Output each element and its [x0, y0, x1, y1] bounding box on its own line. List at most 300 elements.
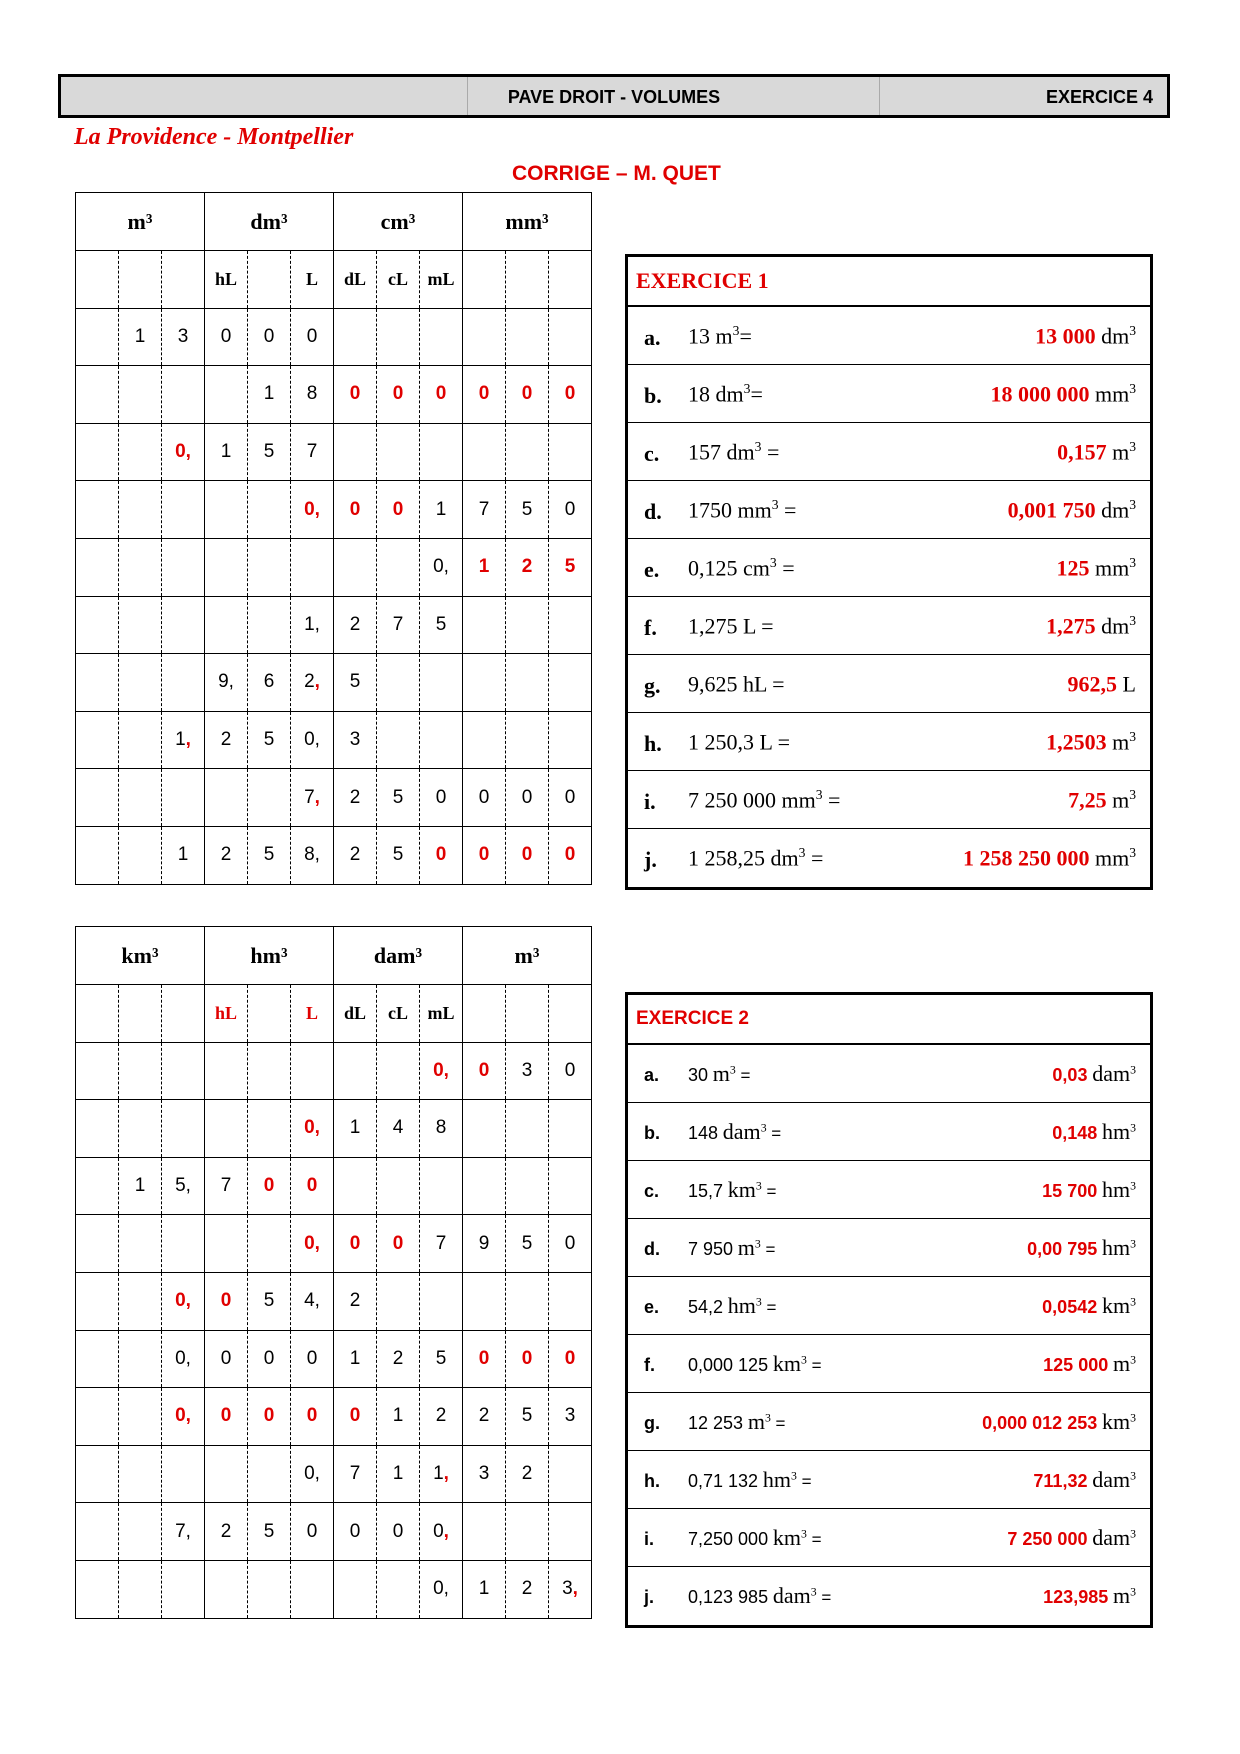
question-unit: km — [727, 1177, 756, 1202]
digit-cell — [420, 711, 463, 769]
table-row — [76, 1330, 592, 1388]
question-unit: m — [747, 1409, 765, 1434]
question-equals: = — [750, 381, 763, 407]
question-equals: = — [805, 845, 824, 871]
item-letter: g. — [644, 1413, 660, 1433]
school-name: La Providence - Montpellier — [74, 124, 354, 150]
subunit-cell — [119, 985, 162, 1043]
digit-cell: 5 — [549, 538, 592, 596]
answer-unit: m — [1112, 1583, 1131, 1608]
answer-value: 962,5 — [1067, 671, 1118, 697]
digit-cell — [463, 1100, 506, 1158]
digit-cell: 5 — [506, 481, 549, 539]
answer-exponent: 3 — [1129, 787, 1136, 802]
digit-cell — [162, 481, 205, 539]
digit-cell — [76, 654, 119, 712]
answer-exponent: 3 — [1129, 613, 1136, 628]
question-exponent: 3 — [798, 845, 806, 860]
item-letter: j. — [644, 847, 657, 872]
unit-header: dam³ — [334, 927, 463, 985]
item-answer — [1046, 729, 1136, 755]
digit-cell — [76, 1100, 119, 1158]
item-question — [688, 1235, 775, 1261]
subunit-cell — [248, 985, 291, 1043]
item-question — [688, 1467, 812, 1493]
exercise-1-item — [628, 481, 1150, 539]
answer-exponent: 3 — [1130, 1585, 1136, 1599]
unit-header: m³ — [463, 927, 592, 985]
item-question — [688, 845, 823, 871]
table-row — [76, 769, 592, 827]
question-equals: = — [761, 1182, 777, 1201]
digit-cell — [506, 423, 549, 481]
answer-unit: L — [1117, 671, 1136, 697]
digit-cell — [76, 308, 119, 366]
subunit-cell — [549, 251, 592, 309]
exercise-2-item — [628, 1567, 1150, 1625]
exercise-2-item — [628, 1335, 1150, 1393]
item-letter: i. — [644, 789, 656, 814]
digit-cell — [119, 1445, 162, 1503]
question-text: 1750 mm — [688, 497, 772, 523]
table-row — [76, 1157, 592, 1215]
question-text: 0,125 cm — [688, 555, 770, 581]
digit-cell: 0 — [377, 1503, 420, 1561]
digit-cell — [205, 1215, 248, 1273]
table-row — [76, 1560, 592, 1618]
answer-unit: dm — [1095, 497, 1130, 523]
digit-cell — [119, 1272, 162, 1330]
exercise-2-item — [628, 1451, 1150, 1509]
digit-cell: 7 — [463, 481, 506, 539]
table-row — [76, 538, 592, 596]
digit-cell: 5 — [248, 423, 291, 481]
digit-cell — [162, 654, 205, 712]
item-question — [688, 1177, 776, 1203]
digit-cell — [420, 1157, 463, 1215]
digit-cell: 1 — [119, 308, 162, 366]
answer-unit: dam — [1092, 1525, 1131, 1550]
question-unit: dam — [722, 1119, 761, 1144]
digit-cell: 5 — [506, 1215, 549, 1273]
digit-cell — [420, 1272, 463, 1330]
digit-cell: 0, — [162, 1330, 205, 1388]
question-text: 1 258,25 dm — [688, 845, 799, 871]
answer-value: 0,0542 — [1042, 1297, 1098, 1317]
question-text: 18 dm — [688, 381, 744, 407]
digit-cell: 0, — [162, 423, 205, 481]
exercise-1-item — [628, 655, 1150, 713]
question-number: 0,123 985 — [688, 1587, 769, 1607]
digit-cell: 0 — [506, 769, 549, 827]
question-text: 13 m — [688, 323, 733, 349]
table-row — [76, 1215, 592, 1273]
volume-conversion-grid-1 — [75, 192, 592, 885]
answer-unit: dam — [1092, 1061, 1131, 1086]
digit-cell: 1, — [291, 596, 334, 654]
digit-cell — [76, 1445, 119, 1503]
question-number: 0,000 125 — [688, 1355, 769, 1375]
digit-cell: 7 — [377, 596, 420, 654]
answer-value: 7 250 000 — [1007, 1529, 1088, 1549]
exercise-2-item — [628, 1277, 1150, 1335]
digit-cell: 0, — [162, 1272, 205, 1330]
table-row — [76, 654, 592, 712]
subunit-cell: dL — [334, 985, 377, 1043]
digit-cell — [463, 423, 506, 481]
item-letter: a. — [644, 325, 661, 350]
unit-header: cm³ — [334, 193, 463, 251]
digit-cell: 0 — [549, 826, 592, 884]
question-exponent: 3 — [732, 323, 740, 338]
digit-cell — [334, 423, 377, 481]
table-row — [76, 1445, 592, 1503]
digit-cell: 0 — [463, 769, 506, 827]
item-question — [688, 1525, 822, 1551]
digit-cell: 0 — [334, 481, 377, 539]
digit-cell — [76, 769, 119, 827]
subunit-cell — [76, 251, 119, 309]
table-row — [76, 1042, 592, 1100]
digit-cell — [119, 1042, 162, 1100]
question-number: 12 253 — [688, 1413, 744, 1433]
answer-unit: m — [1106, 439, 1130, 465]
digit-cell — [420, 423, 463, 481]
question-unit: m — [737, 1235, 755, 1260]
question-exponent: 3 — [771, 497, 779, 512]
question-unit: km — [772, 1351, 801, 1376]
digit-cell — [248, 1445, 291, 1503]
digit-cell: 2 — [506, 1560, 549, 1618]
digit-cell — [549, 1157, 592, 1215]
digit-cell — [463, 596, 506, 654]
exercise-2-item — [628, 1161, 1150, 1219]
digit-cell — [248, 1215, 291, 1273]
question-equals: = — [739, 323, 752, 349]
digit-cell: 0 — [248, 1330, 291, 1388]
digit-cell — [334, 1042, 377, 1100]
digit-cell: 0 — [506, 1330, 549, 1388]
item-answer — [1068, 787, 1136, 813]
digit-cell: 5 — [377, 826, 420, 884]
subunit-cell: cL — [377, 251, 420, 309]
digit-cell: 7 — [205, 1157, 248, 1215]
question-unit: km — [772, 1525, 801, 1550]
table-row — [76, 1100, 592, 1158]
digit-cell: 2 — [377, 1330, 420, 1388]
digit-cell: 4 — [377, 1100, 420, 1158]
digit-cell — [119, 826, 162, 884]
answer-unit: km — [1101, 1409, 1131, 1434]
answer-unit: mm — [1089, 555, 1130, 581]
digit-cell: 0 — [463, 826, 506, 884]
digit-cell — [119, 538, 162, 596]
item-answer — [1052, 1061, 1136, 1087]
subunit-cell — [506, 985, 549, 1043]
digit-cell — [76, 1388, 119, 1446]
digit-cell — [506, 1503, 549, 1561]
digit-cell — [205, 1445, 248, 1503]
answer-value: 1,2503 — [1046, 729, 1107, 755]
red-comma: , — [314, 671, 320, 693]
item-letter: e. — [644, 557, 660, 582]
digit-cell — [205, 1100, 248, 1158]
answer-exponent: 3 — [1129, 323, 1136, 338]
digit-cell: 5 — [334, 654, 377, 712]
question-exponent: 3 — [754, 439, 762, 454]
digit-cell — [76, 1272, 119, 1330]
subunit-cell — [248, 251, 291, 309]
digit-cell: 0 — [549, 366, 592, 424]
question-unit: hm — [727, 1293, 756, 1318]
answer-value: 1,275 — [1046, 613, 1096, 639]
digit-cell — [377, 1042, 420, 1100]
digit-cell — [506, 1272, 549, 1330]
digit-cell: 0 — [377, 481, 420, 539]
digit-cell: 0 — [334, 1503, 377, 1561]
digit-cell — [420, 308, 463, 366]
digit-cell — [334, 1560, 377, 1618]
digit-cell — [377, 308, 420, 366]
unit-header: mm³ — [463, 193, 592, 251]
digit-cell — [549, 596, 592, 654]
digit-cell: 0 — [205, 308, 248, 366]
digit-cell — [248, 596, 291, 654]
digit-cell — [76, 423, 119, 481]
digit-cell: 7 — [420, 1215, 463, 1273]
question-unit: m — [712, 1061, 730, 1086]
digit-cell: 1, — [162, 711, 205, 769]
subunit-cell: hL — [205, 251, 248, 309]
unit-header: km³ — [76, 927, 205, 985]
item-answer — [963, 845, 1136, 871]
digit-cell: 8 — [420, 1100, 463, 1158]
question-equals: = — [806, 1530, 822, 1549]
item-answer — [1057, 439, 1136, 465]
digit-cell: 4, — [291, 1272, 334, 1330]
digit-cell: 0 — [420, 826, 463, 884]
item-letter: c. — [644, 1181, 660, 1201]
table-row — [76, 596, 592, 654]
answer-value: 0,00 795 — [1027, 1239, 1098, 1259]
digit-cell — [119, 366, 162, 424]
digit-cell — [463, 1503, 506, 1561]
item-question — [688, 555, 795, 581]
digit-cell — [549, 654, 592, 712]
digit-cell — [162, 769, 205, 827]
digit-cell: 3 — [463, 1445, 506, 1503]
item-question — [688, 729, 790, 755]
answer-unit: m — [1106, 729, 1130, 755]
exercise-2-item — [628, 1509, 1150, 1567]
item-question — [688, 439, 779, 465]
digit-cell — [205, 481, 248, 539]
digit-cell: 7, — [291, 769, 334, 827]
digit-cell: 0 — [291, 1388, 334, 1446]
table-row — [76, 1272, 592, 1330]
digit-cell: 0 — [334, 1388, 377, 1446]
digit-cell — [119, 1100, 162, 1158]
red-comma: , — [443, 1463, 449, 1485]
digit-cell: 0, — [291, 711, 334, 769]
question-text: 9,625 hL = — [688, 671, 785, 697]
answer-exponent: 3 — [1129, 497, 1136, 512]
question-equals: = — [766, 1124, 782, 1143]
question-text: 157 dm — [688, 439, 755, 465]
item-answer — [1007, 1525, 1136, 1551]
digit-cell: 3 — [549, 1388, 592, 1446]
digit-cell: 2 — [205, 826, 248, 884]
item-letter: h. — [644, 1471, 660, 1491]
question-exponent: 3 — [760, 1121, 767, 1135]
digit-cell — [549, 1503, 592, 1561]
digit-cell: 0 — [334, 1215, 377, 1273]
exercise-1-item — [628, 307, 1150, 365]
digit-cell — [291, 1042, 334, 1100]
digit-cell — [205, 596, 248, 654]
digit-cell — [377, 654, 420, 712]
digit-cell — [119, 1560, 162, 1618]
answer-unit: hm — [1101, 1119, 1131, 1144]
digit-cell: 0 — [549, 1215, 592, 1273]
subunit-cell — [463, 251, 506, 309]
question-exponent: 3 — [800, 1527, 807, 1541]
item-question — [688, 323, 752, 349]
digit-cell: 0, — [420, 1560, 463, 1618]
item-letter: i. — [644, 1529, 655, 1549]
subunit-cell: mL — [420, 985, 463, 1043]
digit-cell: 0 — [291, 1330, 334, 1388]
digit-cell: 0 — [549, 769, 592, 827]
answer-value: 0,001 750 — [1007, 497, 1096, 523]
digit-cell: 1 — [377, 1445, 420, 1503]
item-letter: h. — [644, 731, 662, 756]
digit-cell — [76, 1503, 119, 1561]
item-question — [688, 613, 774, 639]
subunit-cell: L — [291, 985, 334, 1043]
digit-cell — [377, 711, 420, 769]
digit-cell — [248, 1042, 291, 1100]
item-letter: j. — [644, 1587, 655, 1607]
item-question — [688, 1409, 785, 1435]
exercise-1-item — [628, 365, 1150, 423]
answer-value: 18 000 000 — [990, 381, 1090, 407]
question-exponent: 3 — [755, 1295, 762, 1309]
subunit-cell: L — [291, 251, 334, 309]
table-row — [76, 366, 592, 424]
digit-cell — [506, 1157, 549, 1215]
question-exponent: 3 — [769, 555, 777, 570]
item-letter: c. — [644, 441, 660, 466]
digit-cell — [506, 596, 549, 654]
digit-cell: 0 — [248, 1388, 291, 1446]
exercise-2-item — [628, 1103, 1150, 1161]
digit-cell: 5, — [162, 1157, 205, 1215]
subunit-cell: dL — [334, 251, 377, 309]
table-row — [76, 826, 592, 884]
digit-cell: 0 — [291, 1157, 334, 1215]
red-comma: , — [443, 1520, 449, 1542]
question-number: 15,7 — [688, 1181, 724, 1201]
digit-cell: 1 — [463, 1560, 506, 1618]
document-title: PAVE DROIT - VOLUMES — [507, 87, 721, 107]
digit-cell: 5 — [506, 1388, 549, 1446]
digit-cell — [549, 1100, 592, 1158]
item-answer — [1068, 671, 1136, 697]
item-letter: e. — [644, 1297, 660, 1317]
answer-unit: hm — [1101, 1177, 1131, 1202]
answer-unit: dam — [1092, 1467, 1131, 1492]
item-question — [688, 1119, 781, 1145]
question-text: 1 250,3 L = — [688, 729, 791, 755]
digit-cell: 1, — [420, 1445, 463, 1503]
digit-cell — [549, 1445, 592, 1503]
digit-cell — [205, 769, 248, 827]
item-question — [688, 1351, 822, 1377]
digit-cell: 2 — [334, 1272, 377, 1330]
item-answer — [990, 381, 1136, 407]
subunit-cell: cL — [377, 985, 420, 1043]
answer-value: 0,157 — [1057, 439, 1107, 465]
question-equals: = — [760, 1240, 776, 1259]
digit-cell: 0 — [420, 769, 463, 827]
question-equals: = — [796, 1472, 812, 1491]
digit-cell: 3 — [334, 711, 377, 769]
digit-cell — [162, 1042, 205, 1100]
digit-cell: 1 — [205, 423, 248, 481]
digit-cell — [76, 596, 119, 654]
answer-exponent: 3 — [1130, 1179, 1136, 1193]
exercise-1-title: EXERCICE 1 — [628, 257, 1150, 307]
answer-value: 123,985 — [1043, 1587, 1109, 1607]
digit-cell — [248, 1100, 291, 1158]
question-exponent: 3 — [800, 1353, 807, 1367]
digit-cell: 1 — [334, 1100, 377, 1158]
question-equals: = — [816, 1588, 832, 1607]
digit-cell — [119, 1388, 162, 1446]
digit-cell — [162, 538, 205, 596]
digit-cell — [506, 654, 549, 712]
question-exponent: 3 — [743, 381, 751, 396]
digit-cell — [506, 308, 549, 366]
digit-cell — [76, 826, 119, 884]
question-unit: hm — [762, 1467, 791, 1492]
subunit-cell — [463, 985, 506, 1043]
digit-cell — [205, 366, 248, 424]
item-letter: a. — [644, 1065, 660, 1085]
question-equals: = — [761, 439, 780, 465]
digit-cell: 8, — [291, 826, 334, 884]
question-equals: = — [806, 1356, 822, 1375]
exercise-number: EXERCICE 4 — [1045, 87, 1153, 107]
item-letter: f. — [644, 1355, 655, 1375]
item-answer — [1008, 497, 1136, 523]
digit-cell: 2 — [506, 538, 549, 596]
digit-cell: 5 — [248, 711, 291, 769]
question-exponent: 3 — [790, 1469, 797, 1483]
document-header — [58, 74, 1170, 118]
item-answer — [1033, 1467, 1136, 1493]
digit-cell — [549, 308, 592, 366]
item-answer — [1052, 1119, 1136, 1145]
item-letter: g. — [644, 673, 661, 698]
digit-cell: 0 — [291, 1503, 334, 1561]
digit-cell — [205, 1042, 248, 1100]
digit-cell: 0, — [291, 1215, 334, 1273]
digit-cell: 1 — [463, 538, 506, 596]
item-question — [688, 1583, 831, 1609]
digit-cell: 0, — [291, 1445, 334, 1503]
